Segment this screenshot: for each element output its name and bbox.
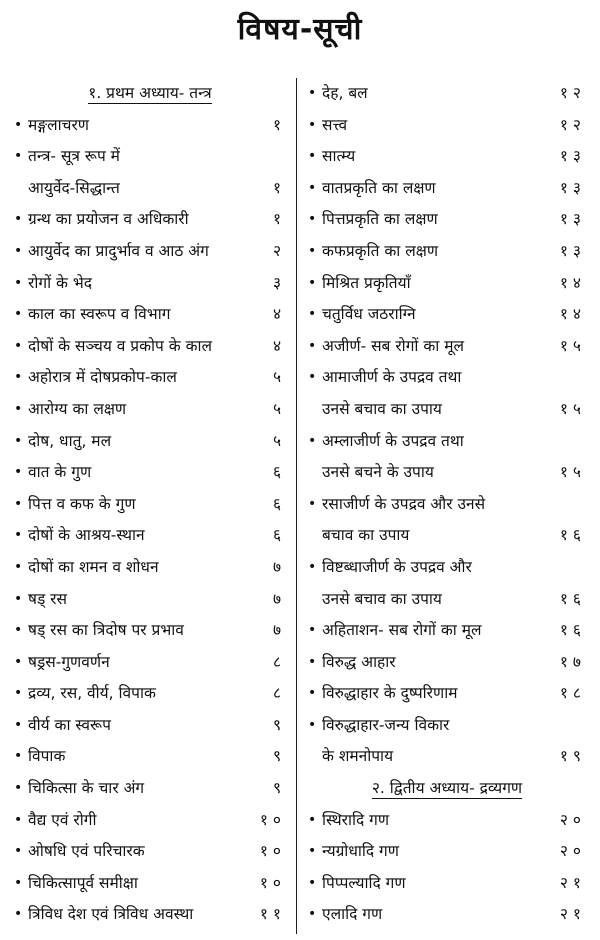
toc-entry-title: उनसे बचाव का उपाय — [322, 399, 442, 418]
toc-entry — [306, 394, 588, 426]
toc-entry-title: विरुद्ध आहार — [322, 652, 396, 671]
bullet-icon: • — [14, 780, 23, 797]
toc-entry-page: ७ — [272, 621, 286, 640]
toc-entry-page: ११ — [259, 905, 286, 924]
toc-entry-title: रसाजीर्ण के उपद्रव और उनसे — [322, 494, 486, 513]
bullet-icon: • — [14, 337, 23, 354]
toc-entry-title: वीर्य का स्वरूप — [28, 715, 111, 734]
toc-entry — [12, 741, 288, 773]
chapter-heading — [12, 78, 288, 110]
toc-entry — [306, 899, 588, 931]
toc-entry-page: ५ — [272, 431, 286, 450]
bullet-icon: • — [14, 211, 23, 228]
toc-entry-page: १६ — [559, 526, 586, 545]
chapter-heading-text: २. द्वितीय अध्याय- द्रव्यगण — [371, 779, 523, 798]
bullet-icon: • — [308, 242, 317, 259]
toc-entry-title: सात्म्य — [322, 147, 356, 166]
toc-entry-title: एलादि गण — [322, 905, 383, 924]
bullet-icon: • — [14, 653, 23, 670]
toc-entry-title: देह, बल — [322, 84, 368, 102]
toc-entry — [306, 615, 588, 647]
toc-entry-title: षड् रस — [28, 589, 67, 608]
toc-entry — [306, 489, 588, 521]
toc-entry-title: अहिताशन- सब रोगों का मूल — [322, 621, 482, 640]
bullet-icon: • — [14, 748, 23, 765]
toc-left-column — [12, 78, 288, 931]
toc-entry-page: १ — [272, 178, 286, 197]
toc-entry-page: १३ — [559, 147, 586, 166]
toc-entry — [306, 299, 588, 331]
toc-entry — [306, 268, 588, 300]
bullet-icon: • — [14, 811, 23, 828]
toc-entry-title: षड् रस का त्रिदोष पर प्रभाव — [28, 621, 184, 640]
toc-entry-page: ६ — [272, 463, 286, 482]
bullet-icon: • — [308, 432, 317, 449]
toc-entry-title: त्रिविध देश एवं त्रिविध अवस्था — [28, 905, 194, 924]
toc-entry-page: ९ — [272, 779, 286, 798]
toc-entry-title: विष्टब्धाजीर्ण के उपद्रव और — [322, 557, 472, 576]
bullet-icon: • — [14, 843, 23, 860]
bullet-icon: • — [308, 716, 317, 733]
toc-entry — [12, 678, 288, 710]
toc-entry — [306, 710, 588, 742]
toc-entry-page: २० — [559, 810, 586, 829]
toc-entry — [12, 773, 288, 805]
chapter-heading-label — [12, 78, 288, 110]
toc-entry — [12, 868, 288, 900]
toc-entry — [12, 299, 288, 331]
toc-entry-page: १२ — [559, 115, 586, 134]
toc-entry-title: वैद्य एवं रोगी — [28, 810, 97, 829]
toc-entry-page: १५ — [559, 336, 586, 355]
toc-entry-page: ७ — [272, 589, 286, 608]
bullet-icon: • — [308, 874, 317, 891]
toc-entry — [12, 268, 288, 300]
toc-entry — [306, 678, 588, 710]
toc-entry-title: चतुर्विध जठराग्नि — [322, 305, 416, 324]
toc-entry — [12, 426, 288, 458]
toc-entry-page: ९ — [272, 747, 286, 766]
toc-entry-page: १७ — [559, 652, 586, 671]
bullet-icon: • — [14, 906, 23, 923]
toc-entry — [12, 489, 288, 521]
toc-entry — [306, 741, 588, 773]
toc-entry — [12, 110, 288, 142]
bullet-icon: • — [14, 400, 23, 417]
bullet-icon: • — [308, 622, 317, 639]
toc-entry-page: १३ — [559, 178, 586, 197]
toc-entry-page: ५ — [272, 399, 286, 418]
toc-right-column — [306, 78, 588, 931]
bullet-icon: • — [14, 622, 23, 639]
page-title: विषय-सूची — [237, 12, 363, 47]
toc-entry — [12, 520, 288, 552]
toc-entry — [306, 868, 588, 900]
toc-entry-title: दोषों का शमन व शोधन — [28, 557, 159, 576]
toc-entry-page: १३ — [559, 210, 586, 229]
toc-entry-title: दोष, धातु, मल — [28, 431, 112, 450]
bullet-icon: • — [308, 116, 317, 133]
toc-entry — [306, 331, 588, 363]
toc-entry-title: पिप्पल्यादि गण — [322, 873, 406, 892]
toc-entry-page: १० — [259, 810, 286, 829]
toc-entry — [12, 362, 288, 394]
toc-entry — [306, 78, 588, 110]
toc-entry-title: विरुद्धाहार के दुष्परिणाम — [322, 684, 458, 703]
toc-entry-title: आरोग्य का लक्षण — [28, 399, 127, 418]
toc-entry-page: १४ — [559, 305, 586, 324]
toc-entry — [306, 520, 588, 552]
toc-entry-title: आमाजीर्ण के उपद्रव तथा — [322, 368, 462, 387]
bullet-icon: • — [308, 179, 317, 196]
bullet-icon: • — [308, 495, 317, 512]
toc-entry-page: ६ — [272, 526, 286, 545]
toc-entry — [306, 552, 588, 584]
toc-entry-page: ५ — [272, 368, 286, 387]
toc-entry — [12, 173, 288, 205]
toc-entry — [306, 236, 588, 268]
toc-entry-title: कफप्रकृति का लक्षण — [322, 241, 439, 260]
bullet-icon: • — [308, 906, 317, 923]
toc-entry — [12, 331, 288, 363]
bullet-icon: • — [14, 432, 23, 449]
toc-entry-page: १ — [272, 210, 286, 229]
bullet-icon: • — [14, 558, 23, 575]
toc-entry-page: ९ — [272, 715, 286, 734]
toc-entry-title: सत्त्व — [322, 115, 348, 134]
bullet-icon: • — [14, 274, 23, 291]
column-divider — [296, 78, 297, 934]
toc-entry — [306, 426, 588, 458]
toc-entry-page: १६ — [559, 589, 586, 608]
toc-entry-page: ४ — [272, 336, 286, 355]
toc-entry — [306, 204, 588, 236]
toc-entry-page: १८ — [559, 684, 586, 703]
toc-entry-page: ८ — [272, 652, 286, 671]
toc-entry-page: १६ — [559, 621, 586, 640]
bullet-icon: • — [308, 685, 317, 702]
bullet-icon: • — [308, 85, 317, 101]
toc-entry-title: दोषों के सञ्चय व प्रकोप के काल — [28, 336, 213, 355]
toc-entry — [306, 836, 588, 868]
bullet-icon: • — [308, 558, 317, 575]
toc-entry-title: अम्लाजीर्ण के उपद्रव तथा — [322, 431, 464, 450]
toc-entry-title: ग्रन्थ का प्रयोजन व अधिकारी — [28, 210, 189, 229]
toc-entry — [306, 584, 588, 616]
toc-entry — [306, 647, 588, 679]
toc-entry-page: २१ — [559, 905, 586, 924]
toc-entry — [306, 173, 588, 205]
toc-entry-title: द्रव्य, रस, वीर्य, विपाक — [28, 684, 156, 703]
bullet-icon: • — [14, 590, 23, 607]
bullet-icon: • — [14, 685, 23, 702]
toc-entry — [12, 899, 288, 931]
chapter-heading-text: १. प्रथम अध्याय- तन्त्र — [88, 84, 212, 102]
toc-entry-page: १ — [272, 115, 286, 134]
toc-entry-title: के शमनोपाय — [322, 747, 394, 766]
toc-entry-title: दोषों के आश्रय-स्थान — [28, 526, 145, 545]
toc-entry-page: २० — [559, 842, 586, 861]
toc-entry-title: न्यग्रोधादि गण — [322, 842, 399, 861]
toc-entry-title: आयुर्वेद का प्रादुर्भाव व आठ अंग — [28, 241, 209, 260]
toc-entry-page: १३ — [559, 241, 586, 260]
bullet-icon: • — [14, 306, 23, 323]
toc-entry — [12, 836, 288, 868]
toc-entry-title: उनसे बचने के उपाय — [322, 463, 434, 482]
toc-entry-page: १४ — [559, 273, 586, 292]
toc-entry-title: अजीर्ण- सब रोगों का मूल — [322, 336, 464, 355]
toc-entry — [12, 647, 288, 679]
toc-entry-title: मिश्रित प्रकृतियाँ — [322, 273, 411, 292]
toc-entry-page: ६ — [272, 494, 286, 513]
toc-entry — [12, 584, 288, 616]
toc-entry — [306, 362, 588, 394]
toc-entry — [12, 236, 288, 268]
bullet-icon: • — [14, 369, 23, 386]
toc-entry-page: ७ — [272, 557, 286, 576]
bullet-icon: • — [14, 716, 23, 733]
bullet-icon: • — [14, 242, 23, 259]
bullet-icon: • — [308, 274, 317, 291]
toc-entry — [306, 141, 588, 173]
toc-entry-page: ४ — [272, 305, 286, 324]
toc-entry-title: मङ्गलाचरण — [28, 115, 89, 134]
toc-entry — [306, 110, 588, 142]
toc-entry — [12, 710, 288, 742]
bullet-icon: • — [308, 148, 317, 165]
toc-entry — [12, 204, 288, 236]
toc-entry — [306, 805, 588, 837]
chapter-heading — [306, 773, 588, 805]
toc-entry-page: १२ — [559, 84, 586, 102]
toc-entry-title: ओषधि एवं परिचारक — [28, 842, 145, 861]
toc-entry-title: षड्रस-गुणवर्णन — [28, 652, 110, 671]
toc-entry-title: विरुद्धाहार-जन्य विकार — [322, 715, 450, 734]
toc-entry-page: १५ — [559, 399, 586, 418]
toc-entry — [306, 457, 588, 489]
toc-entry — [12, 457, 288, 489]
toc-entry-title: बचाव का उपाय — [322, 526, 410, 545]
bullet-icon: • — [308, 653, 317, 670]
toc-entry-page: ३ — [272, 273, 286, 292]
bullet-icon: • — [308, 211, 317, 228]
bullet-icon: • — [308, 843, 317, 860]
toc-entry-title: स्थिरादि गण — [322, 810, 390, 829]
toc-entry-title: पित्तप्रकृति का लक्षण — [322, 210, 438, 229]
bullet-icon: • — [308, 369, 317, 386]
toc-entry-title: आयुर्वेद-सिद्धान्त — [28, 178, 120, 197]
toc-entry-page: २१ — [559, 873, 586, 892]
chapter-heading-label — [306, 773, 588, 805]
toc-entry-page: १० — [259, 842, 286, 861]
toc-entry-page: १० — [259, 873, 286, 892]
toc-entry-title: अहोरात्र में दोषप्रकोप-काल — [28, 368, 177, 387]
bullet-icon: • — [308, 306, 317, 323]
bullet-icon: • — [14, 148, 23, 165]
toc-entry-page: १५ — [559, 463, 586, 482]
toc-entry-title: रोगों के भेद — [28, 273, 92, 292]
bullet-icon: • — [14, 874, 23, 891]
bullet-icon: • — [14, 116, 23, 133]
bullet-icon: • — [14, 495, 23, 512]
toc-entry-title: वातप्रकृति का लक्षण — [322, 178, 436, 197]
toc-entry-title: तन्त्र- सूत्र रूप में — [28, 147, 120, 166]
bullet-icon: • — [14, 464, 23, 481]
toc-entry-title: चिकित्सापूर्व समीक्षा — [28, 873, 138, 892]
toc-entry-page: २ — [272, 241, 286, 260]
toc-entry-title: विपाक — [28, 747, 66, 766]
toc-entry-title: उनसे बचाव का उपाय — [322, 589, 442, 608]
toc-entry-page: ८ — [272, 684, 286, 703]
bullet-icon: • — [308, 337, 317, 354]
toc-entry-page: १९ — [559, 747, 586, 766]
toc-entry — [12, 805, 288, 837]
toc-entry-title: वात के गुण — [28, 463, 92, 482]
toc-entry — [12, 552, 288, 584]
bullet-icon: • — [308, 811, 317, 828]
toc-entry-title: चिकित्सा के चार अंग — [28, 779, 145, 798]
bullet-icon: • — [14, 527, 23, 544]
toc-entry — [12, 615, 288, 647]
toc-entry-title: पित्त व कफ के गुण — [28, 494, 136, 513]
toc-entry — [12, 394, 288, 426]
toc-entry — [12, 141, 288, 173]
toc-entry-title: काल का स्वरूप व विभाग — [28, 305, 171, 324]
